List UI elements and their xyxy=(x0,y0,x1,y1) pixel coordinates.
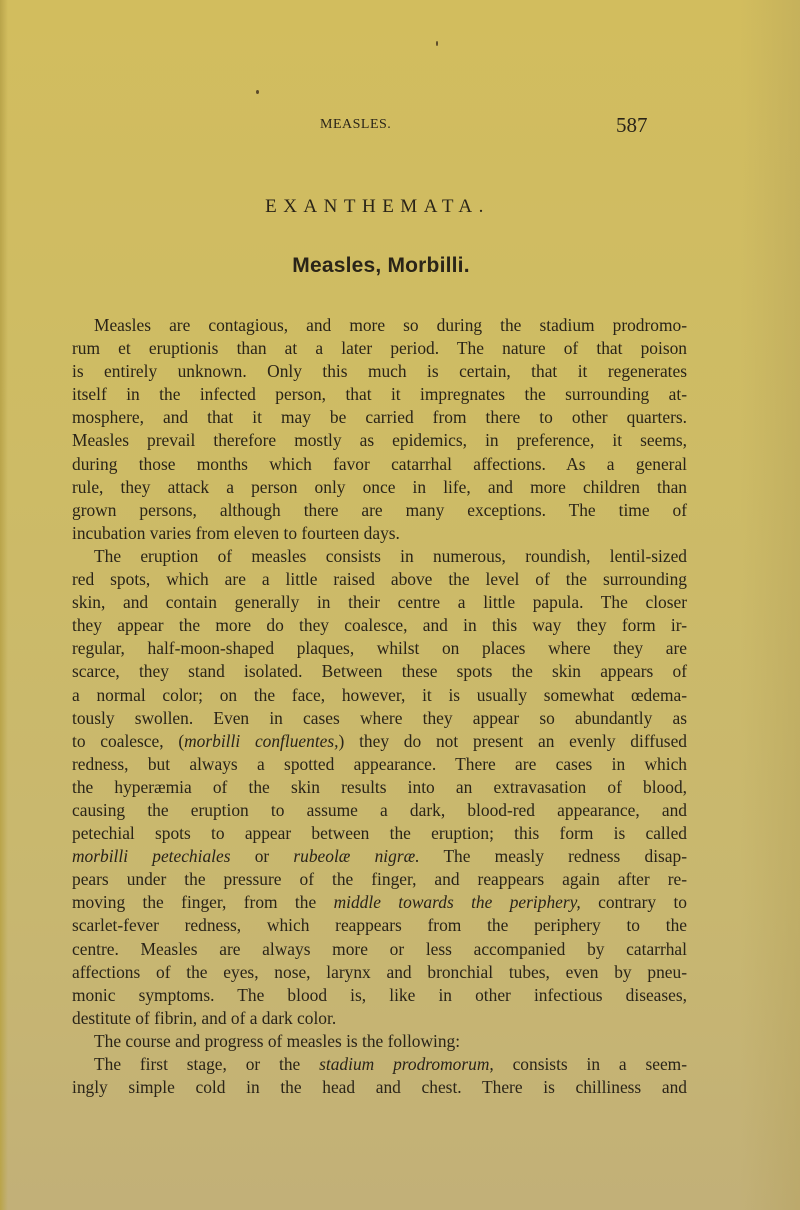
text-line: the hyperæmia of the skin results into an extravasation of blood, xyxy=(72,776,687,797)
text-run: contrary to xyxy=(580,892,687,913)
text-line: mosphere, and that it may be carried from there to other quarters. xyxy=(72,407,687,428)
running-title: MEASLES. xyxy=(320,117,392,132)
text-line: red spots, which are a little raised above the level of the surrounding xyxy=(72,569,687,590)
text-run: The measly redness disap- xyxy=(419,846,688,867)
page-number: 587 xyxy=(616,113,648,137)
text-line xyxy=(72,730,687,753)
section-subtitle xyxy=(0,254,800,278)
text-line: during those months which favor catarrhal affections. As a general xyxy=(72,453,687,474)
text-line: they appear the more do they coalesce, and in this way they form ir- xyxy=(72,615,687,636)
text-line: destitute of fibrin, and of a dark color. xyxy=(72,1007,337,1028)
text-run: The first stage, or the xyxy=(94,1054,320,1074)
text-line: grown persons, although there are many exceptions. The time of xyxy=(72,499,687,520)
text-line xyxy=(72,1053,687,1076)
page-edge-shadow-right xyxy=(740,0,800,1210)
text-line: regular, half-moon-shaped plaques, whilst on places where they are xyxy=(72,638,687,659)
text-line xyxy=(72,845,687,868)
paper-speck xyxy=(436,41,438,46)
text-line: monic symptoms. The blood is, like in other infectious diseases, xyxy=(72,984,687,1005)
text-line xyxy=(72,891,687,914)
running-head xyxy=(0,113,800,137)
latin-term: morbilli petechiales xyxy=(72,846,231,867)
emphasis-phrase: middle towards the periphery, xyxy=(333,892,581,913)
section-subtitle-text: Measles, Morbilli. xyxy=(292,254,470,277)
latin-term: morbilli confluentes, xyxy=(184,730,339,751)
text-line: The eruption of measles consists in numerous, roundish, lentil-sized xyxy=(94,545,687,566)
text-line: scarce, they stand isolated. Between these spots the skin appears of xyxy=(72,661,687,682)
text-line: The course and progress of measles is the following: xyxy=(94,1030,461,1051)
section-title xyxy=(0,196,800,218)
text-line: scarlet-fever redness, which reappears from the periphery to the xyxy=(72,915,687,936)
text-line: Measles are contagious, and more so during the stadium prodromo- xyxy=(94,315,687,335)
text-run: or xyxy=(230,846,294,867)
text-line: is entirely unknown. Only this much is certain, that it regenerates xyxy=(72,361,687,382)
text-line: ingly simple cold in the head and chest. There is chilliness and xyxy=(72,1077,687,1098)
text-line: incubation varies from eleven to fourteen days. xyxy=(72,522,400,543)
text-line: Measles prevail therefore mostly as epidemics, in preference, it seems, xyxy=(72,430,687,451)
latin-term: stadium prodromorum, xyxy=(319,1054,494,1074)
body-text xyxy=(72,314,687,1099)
text-line: itself in the infected person, that it impregnates the surrounding at- xyxy=(72,384,687,405)
text-line: centre. Measles are always more or less accompanied by catarrhal xyxy=(72,938,687,959)
page-edge-shadow-left xyxy=(0,0,8,1210)
text-run: consists in a seem- xyxy=(493,1054,687,1074)
paper-speck xyxy=(256,90,259,94)
text-line: rum et eruptionis than at a later period. The nature of that poison xyxy=(72,338,687,359)
section-title-text: EXANTHEMATA. xyxy=(265,196,490,217)
text-line: petechial spots to appear between the eruption; this form is called xyxy=(72,823,687,844)
text-line: a normal color; on the face, however, it is usually somewhat œdema- xyxy=(72,684,687,705)
text-run: to coalesce, ( xyxy=(72,730,185,751)
text-line: rule, they attack a person only once in life, and more children than xyxy=(72,476,687,497)
text-line: tously swollen. Even in cases where they appear so abundantly as xyxy=(72,707,687,728)
text-line: pears under the pressure of the finger, and reappears again after re- xyxy=(72,869,687,890)
text-line: affections of the eyes, nose, larynx and bronchial tubes, even by pneu- xyxy=(72,961,687,982)
text-line: skin, and contain generally in their centre a little papula. The closer xyxy=(72,592,687,613)
text-line: causing the eruption to assume a dark, blood-red appearance, and xyxy=(72,799,687,820)
text-run: moving the finger, from the xyxy=(72,892,334,913)
text-run: ) they do not present an evenly diffused xyxy=(338,730,687,751)
latin-term: rubeolæ nigræ. xyxy=(293,846,420,867)
text-line: redness, but always a spotted appearance. There are cases in which xyxy=(72,753,687,774)
